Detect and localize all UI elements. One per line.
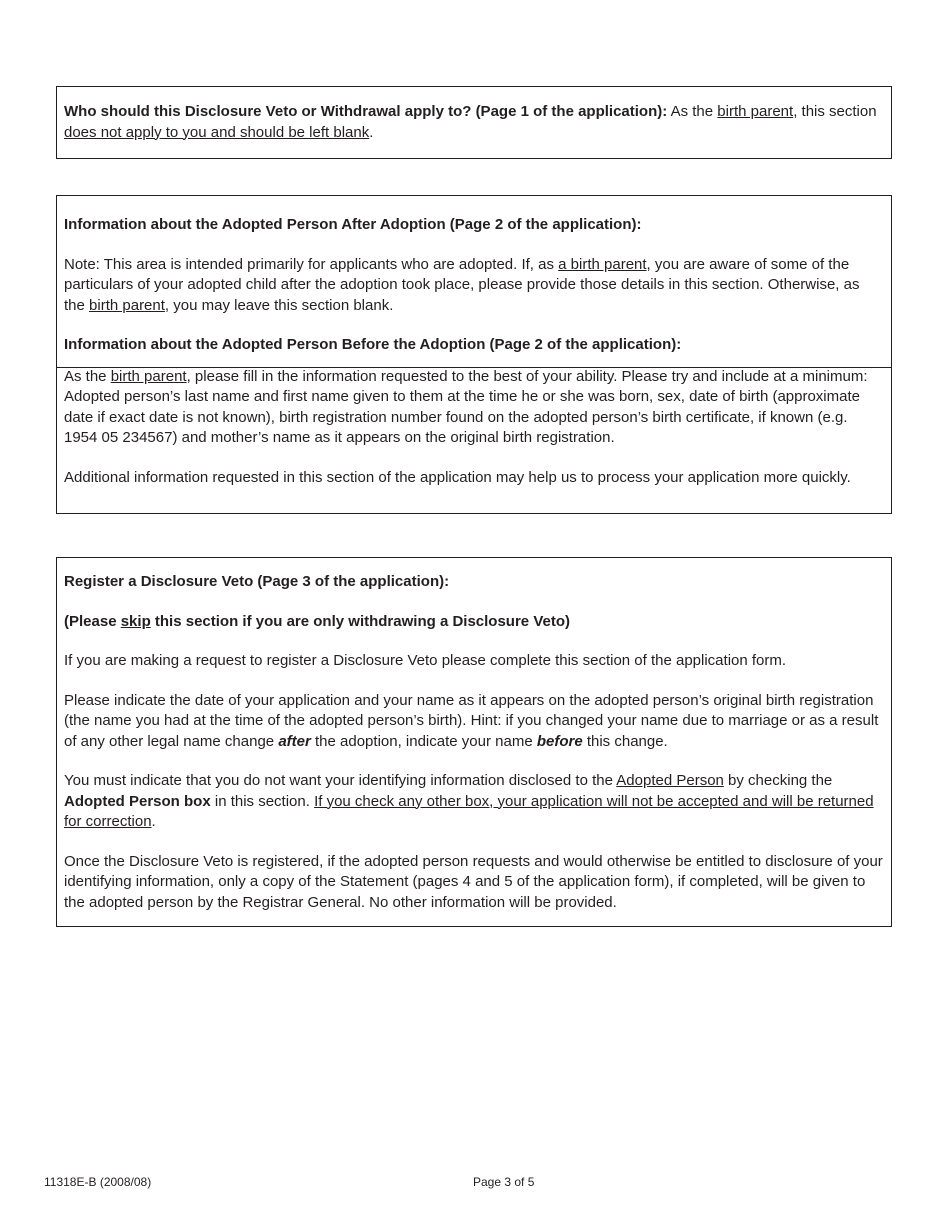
who-applies-heading: Who should this Disclosure Veto or Withdrawal apply to? (Page 1 of the application): xyxy=(64,103,668,120)
additional-info-text: Additional information requested in this section of the application may help us to process your application more quickly. xyxy=(64,468,851,486)
page-number: Page 3 of 5 xyxy=(473,1175,535,1189)
name-date-instructions: Please indicate the date of your application and your name as it appears on the adopted person’s original birth registration (the name you had at the time of the adopted person’s birth). Hint: if you changed your name due to marriage or as a result of any other legal name change after the adoption, indicate your name before this change. xyxy=(64,691,879,750)
note-after-adoption-cont: particulars of your adopted child after the adoption took place, please provide those details in this section. Otherwise, as the birth parent, you may leave this section blank. xyxy=(64,276,860,314)
register-veto-heading: Register a Disclosure Veto (Page 3 of the application): xyxy=(64,573,450,590)
skip-instruction: (Please skip this section if you are only withdrawing a Disclosure Veto) xyxy=(64,612,570,630)
section-adopted-person-info xyxy=(56,195,892,514)
note-after-adoption: Note: This area is intended primarily for applicants who are adopted. If, as a birth parent, you are aware of some of the xyxy=(64,255,850,273)
heading-before-adoption: Information about the Adopted Person Before the Adoption (Page 2 of the application): xyxy=(64,336,682,353)
form-number: 11318E-B (2008/08) xyxy=(44,1175,152,1189)
adopted-person-box-instructions: You must indicate that you do not want your identifying information disclosed to the Adopted Person by checking the Adopted Person box in this section. If you check any other box, your application will not be accepted and will be returned for correction. xyxy=(64,772,874,830)
who-applies-text: Who should this Disclosure Veto or Withdrawal apply to? (Page 1 of the application): As the birth parent, this section does not apply to you and should be left blank. xyxy=(64,103,877,141)
section-who-applies xyxy=(56,86,892,159)
before-adoption-text: As the birth parent, please fill in the information requested to the best of your ability. Please try and include at a minimum: Adopted person’s last name and first name given to them at the time he or she was born, sex, date of birth (approximate date if exact date is not known), birth registration number found on the adopted person’s birth certificate, if known (e.g. 1954 05 234567) and mother’s name as it appears on the original birth registration. xyxy=(64,367,868,446)
heading-after-adoption: Information about the Adopted Person After Adoption (Page 2 of the application): xyxy=(64,216,642,233)
section-register-veto xyxy=(56,557,892,927)
register-veto-intro: If you are making a request to register a Disclosure Veto please complete this section of the application form. xyxy=(64,652,787,669)
veto-registered-text: Once the Disclosure Veto is registered, if the adopted person requests and would otherwise be entitled to disclosure of your identifying information, only a copy of the Statement (pages 4 and 5 of the application form), if completed, will be given to the adopted person by the Registrar General. No other information will be provided. xyxy=(64,852,883,911)
